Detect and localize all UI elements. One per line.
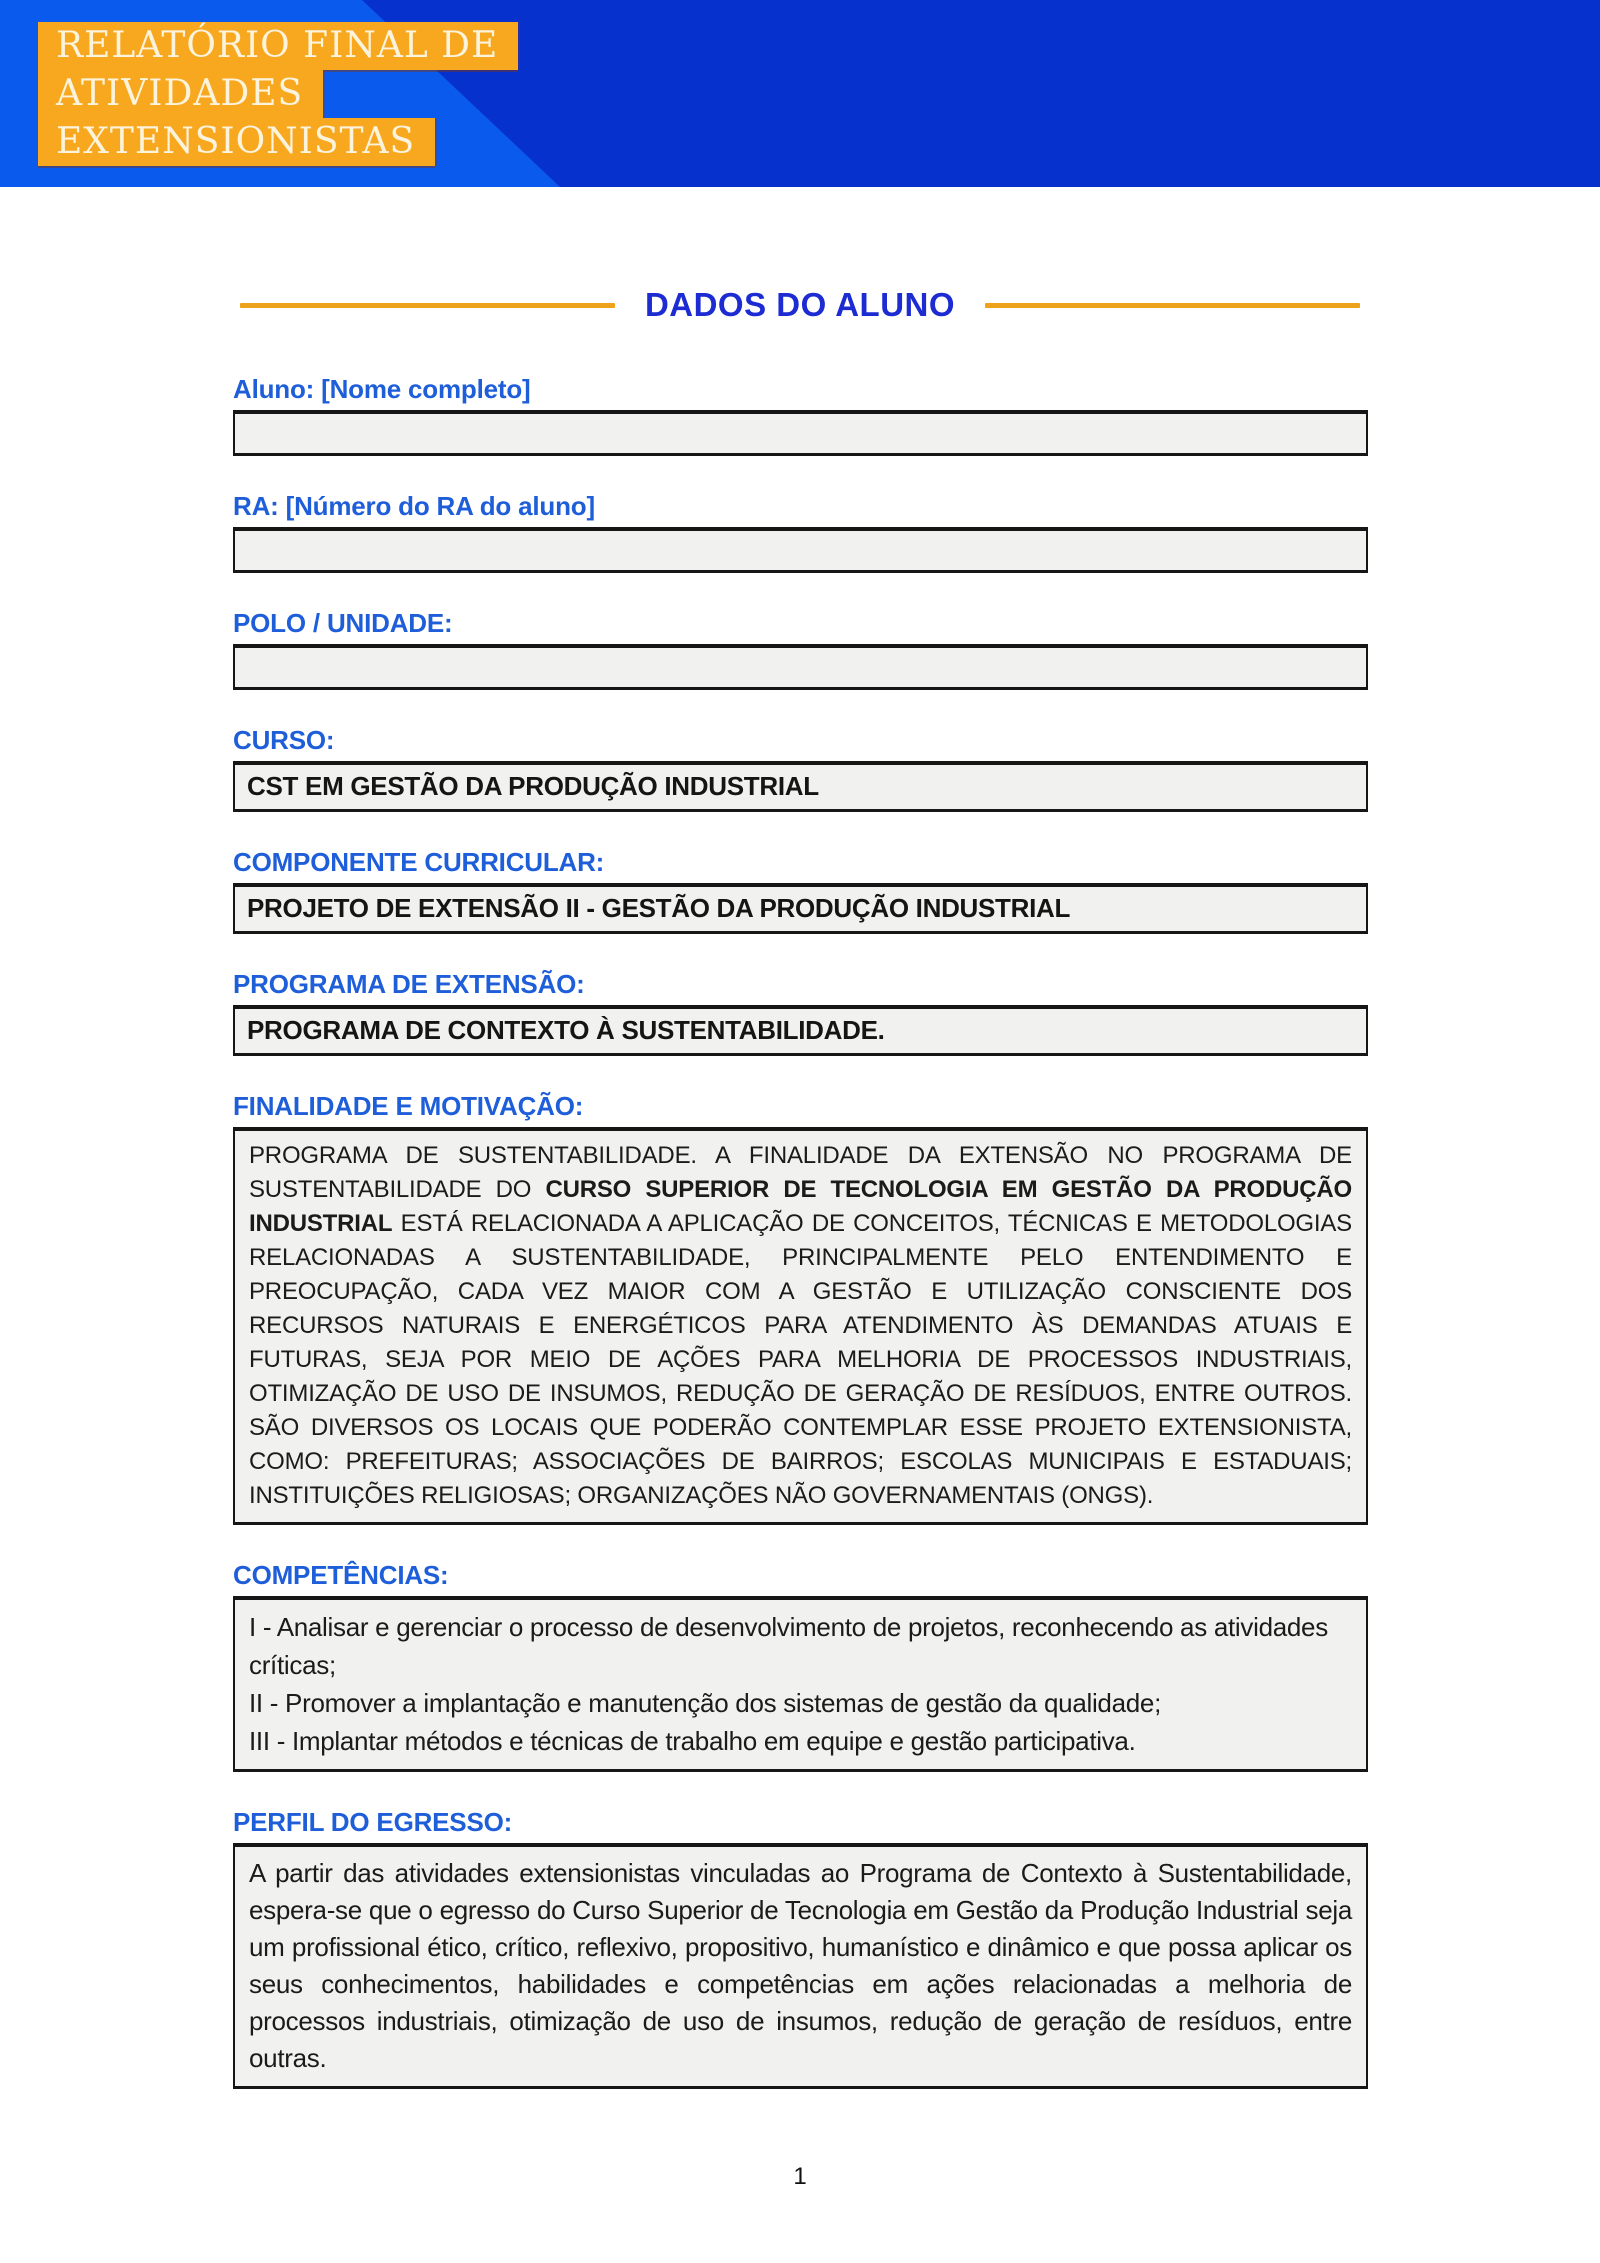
ra-label: RA: [Número do RA do aluno] — [233, 491, 595, 521]
competencia-item-3: III - Implantar métodos e técnicas de trabalho em equipe e gestão participativa. — [249, 1726, 1136, 1756]
competencia-item-2: II - Promover a implantação e manutenção dos sistemas de gestão da qualidade; — [249, 1688, 1161, 1718]
field-perfil — [233, 1808, 1368, 2089]
field-competencias — [233, 1561, 1368, 1772]
competencia-item-1: I - Analisar e gerenciar o processo de desenvolvimento de projetos, reconhecendo as atividades críticas; — [249, 1612, 1328, 1680]
report-title-banner — [38, 22, 518, 166]
curso-value: CST EM GESTÃO DA PRODUÇÃO INDUSTRIAL — [233, 761, 1368, 812]
banner-line-1: RELATÓRIO FINAL DE — [38, 22, 518, 70]
polo-input[interactable] — [233, 644, 1368, 690]
perfil-text: A partir das atividades extensionistas vinculadas ao Programa de Contexto à Sustentabilidade, espera-se que o egresso do Curso Superior de Tecnologia em Gestão da Produção Industrial seja um profissional ético, crítico, reflexivo, propositivo, humanístico e dinâmico e que possa aplicar os seus conhecimentos, habilidades e competências em ações relacionadas a melhoria de processos industriais, otimização de uso de insumos, redução de geração de resíduos, entre outras. — [233, 1843, 1368, 2089]
banner-line-3: EXTENSIONISTAS — [38, 118, 435, 166]
programa-label: PROGRAMA DE EXTENSÃO: — [233, 969, 585, 999]
aluno-input[interactable] — [233, 410, 1368, 456]
title-divider-left — [240, 303, 615, 308]
page-number: 1 — [793, 2163, 807, 2190]
section-title-row — [0, 284, 1600, 326]
componente-value: PROJETO DE EXTENSÃO II - GESTÃO DA PRODUÇÃO INDUSTRIAL — [233, 883, 1368, 934]
field-finalidade — [233, 1092, 1368, 1525]
perfil-label: PERFIL DO EGRESSO: — [233, 1807, 513, 1837]
banner-line-2: ATIVIDADES — [38, 70, 323, 118]
title-divider-right — [985, 303, 1360, 308]
programa-value: PROGRAMA DE CONTEXTO À SUSTENTABILIDADE. — [233, 1005, 1368, 1056]
aluno-label: Aluno: [Nome completo] — [233, 374, 531, 404]
finalidade-label: FINALIDADE E MOTIVAÇÃO: — [233, 1091, 584, 1121]
field-programa — [233, 970, 1368, 1056]
field-componente — [233, 848, 1368, 934]
componente-label: COMPONENTE CURRICULAR: — [233, 847, 605, 877]
field-polo — [233, 609, 1368, 690]
field-ra — [233, 492, 1368, 573]
competencias-label: COMPETÊNCIAS: — [233, 1560, 449, 1590]
field-aluno — [233, 375, 1368, 456]
finalidade-text-before: PROGRAMA DE SUSTENTABILIDADE. A FINALIDADE DA EXTENSÃO NO PROGRAMA DE SUSTENTABILIDADE DO — [249, 1142, 1352, 1203]
curso-label: CURSO: — [233, 725, 335, 755]
finalidade-text — [233, 1127, 1368, 1525]
finalidade-text-bold: CURSO SUPERIOR DE TECNOLOGIA EM GESTÃO DA PRODUÇÃO INDUSTRIAL — [249, 1176, 1352, 1237]
field-curso — [233, 726, 1368, 812]
ra-input[interactable] — [233, 527, 1368, 573]
finalidade-text-after: ESTÁ RELACIONADA A APLICAÇÃO DE CONCEITOS, TÉCNICAS E METODOLOGIAS RELACIONADAS A SUSTENTABILIDADE, PRINCIPALMENTE PELO ENTENDIMENTO E PREOCUPAÇÃO, CADA VEZ MAIOR COM A GESTÃO E UTILIZAÇÃO CONSCIENTE DOS RECURSOS NATURAIS E ENERGÉTICOS PARA ATENDIMENTO ÀS DEMANDAS ATUAIS E FUTURAS, SEJA POR MEIO DE AÇÕES PARA MELHORIA DE PROCESSOS INDUSTRIAIS, OTIMIZAÇÃO DE USO DE INSUMOS, REDUÇÃO DE GERAÇÃO DE RESÍDUOS, ENTRE OUTROS. SÃO DIVERSOS OS LOCAIS QUE PODERÃO CONTEMPLAR ESSE PROJETO EXTENSIONISTA, COMO: PREFEITURAS; ASSOCIAÇÕES DE BAIRROS; ESCOLAS MUNICIPAIS E ESTADUAIS; INSTITUIÇÕES RELIGIOSAS; ORGANIZAÇÕES NÃO GOVERNAMENTAIS (ONGS). — [249, 1210, 1352, 1509]
header-banner — [0, 0, 1600, 187]
form-content — [0, 375, 1600, 2089]
polo-label: POLO / UNIDADE: — [233, 608, 453, 638]
competencias-list — [233, 1596, 1368, 1772]
page-title: DADOS DO ALUNO — [644, 286, 956, 323]
